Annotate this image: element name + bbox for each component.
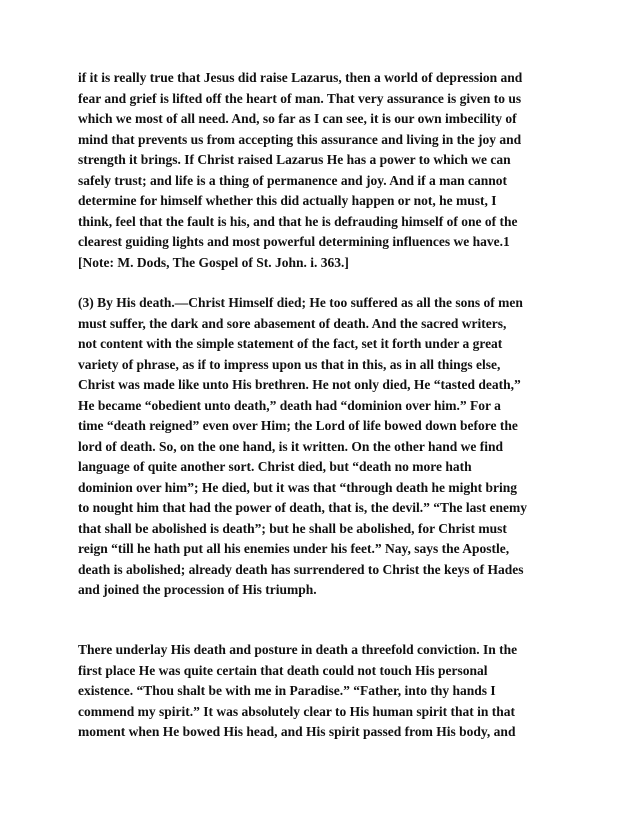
text-line: not content with the simple statement of the fact, set it forth under a great	[78, 336, 503, 351]
text-line: think, feel that the fault is his, and that he is defrauding himself of one of the	[78, 213, 518, 229]
text-line: safely trust; and life is a thing of permanence and joy. And if a man cannot	[78, 172, 508, 188]
text-line: determine for himself whether this did actually happen or not, he must, I	[78, 193, 497, 208]
text-line: lord of death. So, on the one hand, is it written. On the other hand we find	[78, 438, 504, 454]
text-line: He became “obedient unto death,” death had “dominion over him.” For a	[78, 397, 501, 413]
text-line: commend my spirit.” It was absolutely clear to His human spirit that in that	[78, 703, 516, 719]
text-line: death is abolished; already death has surrendered to Christ the keys of Hades	[78, 561, 524, 577]
text-line: first place He was quite certain that death could not touch His personal	[78, 662, 488, 678]
text-line: that shall be abolished is death”; but he shall be abolished, for Christ must	[78, 520, 507, 536]
text-line: dominion over him”; He died, but it was that “through death he might bring	[78, 479, 518, 495]
text-line: variety of phrase, as if to impress upon us that in this, as in all things else,	[78, 356, 501, 372]
text-line: and joined the procession of His triumph.	[78, 582, 317, 597]
text-line: strength it brings. If Christ raised Lazarus He has a power to which we can	[78, 152, 511, 167]
text-line: Christ was made like unto His brethren. He not only died, He “tasted death,”	[78, 377, 521, 392]
text-line: (3) By His death.—Christ Himself died; He too suffered as all the sons of men	[78, 295, 523, 310]
paragraph-threefold-conviction	[78, 640, 578, 743]
footnote-line: [Note: M. Dods, The Gospel of St. John. i. 363.]	[78, 254, 349, 270]
text-line: reign “till he hath put all his enemies under his feet.” Nay, says the Apostle,	[78, 541, 510, 556]
text-line: must suffer, the dark and sore abasement of death. And the sacred writers,	[78, 315, 507, 331]
text-line: to nought him that had the power of death, that is, the devil.” “The last enemy	[78, 500, 528, 515]
text-line: There underlay His death and posture in death a threefold conviction. In the	[78, 642, 518, 657]
text-line: mind that prevents us from accepting this assurance and living in the joy and	[78, 131, 522, 147]
text-line: if it is really true that Jesus did raise Lazarus, then a world of depression and	[78, 70, 523, 85]
paragraph-lazarus	[78, 68, 578, 273]
paragraph-by-his-death	[78, 293, 578, 601]
text-line: time “death reigned” even over Him; the Lord of life bowed down before the	[78, 418, 518, 433]
text-line: moment when He bowed His head, and His spirit passed from His body, and	[78, 724, 516, 739]
text-line: fear and grief is lifted off the heart of man. That very assurance is given to us	[78, 90, 522, 106]
text-line: clearest guiding lights and most powerful determining influences we have.1	[78, 234, 510, 249]
text-line: which we most of all need. And, so far as I can see, it is our own imbecility of	[78, 111, 517, 126]
text-line: existence. “Thou shalt be with me in Paradise.” “Father, into thy hands I	[78, 683, 496, 698]
text-line: language of quite another sort. Christ died, but “death no more hath	[78, 459, 472, 474]
